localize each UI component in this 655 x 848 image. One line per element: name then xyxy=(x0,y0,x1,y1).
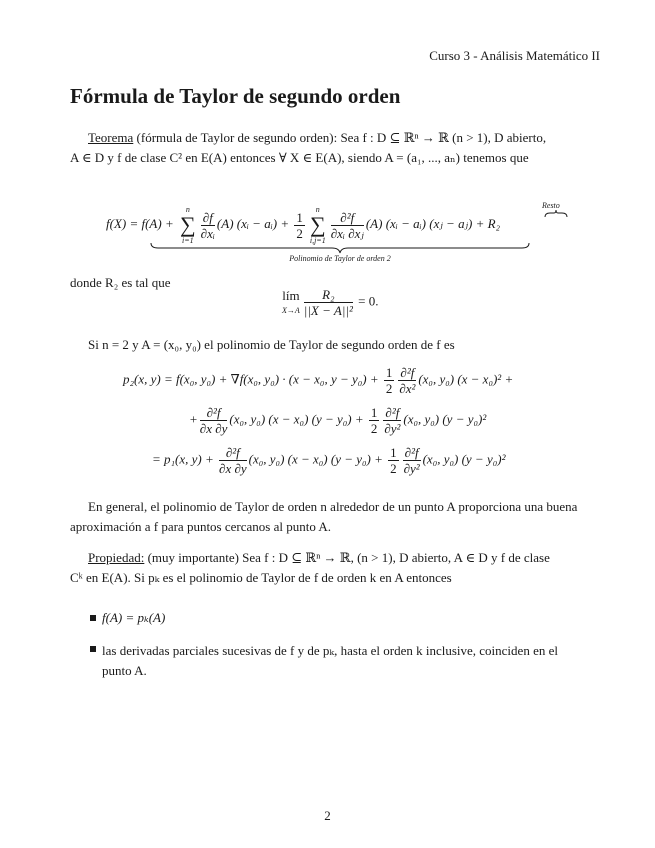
theorem-paragraph xyxy=(70,128,600,168)
fxy-denominator: ∂x ∂y xyxy=(199,421,228,436)
fxx-denominator: ∂x² xyxy=(399,381,416,396)
p2-line2-end: (x₀, y₀) (y − y₀)² xyxy=(403,411,487,427)
p2-yy-derivative-2 xyxy=(403,445,421,476)
formula-term-2: (A) (xᵢ − aᵢ) (xⱼ − aⱼ) + xyxy=(365,215,488,231)
p2-line3-end: (x₀, y₀) (y − y₀)² xyxy=(422,451,506,467)
d2-numerator: ∂²f xyxy=(331,210,364,226)
lim-subscript: X→A xyxy=(282,305,300,315)
half-num: 1 xyxy=(370,405,378,420)
bullet-item-1: f(A) = pₖ(A) xyxy=(102,610,166,625)
property-label: Propiedad: xyxy=(88,550,145,565)
remainder-overbrace xyxy=(544,210,568,218)
limit-fraction xyxy=(304,287,353,318)
page-header: Curso 3 - Análisis Matemático II xyxy=(429,48,600,63)
formula-term-1: (A) (xᵢ − aᵢ) + xyxy=(216,215,293,231)
remainder-label: Resto xyxy=(542,201,560,210)
sum2-lower: i,j=1 xyxy=(309,236,326,245)
limit-equation xyxy=(280,287,379,318)
limit-denominator: ||X − A||² xyxy=(303,303,353,318)
fxy-denominator-2: ∂x ∂y xyxy=(219,461,247,476)
bullet-item-2-line-2: punto A. xyxy=(102,663,147,678)
bullet-item-2-line-1: las derivadas parciales sucesivas de f y de pₖ, hasta el orden k inclusive, coinciden en el xyxy=(102,643,558,658)
general-paragraph xyxy=(70,497,600,537)
half-den: 2 xyxy=(390,461,397,476)
fyy-denominator-2: ∂y² xyxy=(403,461,420,476)
p2-line2-plus: + xyxy=(189,411,198,427)
p2-line1-end: (x₀, y₀) (x − x₀)² + xyxy=(418,371,514,387)
half-num: 1 xyxy=(390,445,397,460)
p2-xx-derivative xyxy=(398,365,416,396)
sum2-upper: n xyxy=(315,205,320,214)
page-title: Fórmula de Taylor de segundo orden xyxy=(70,84,401,108)
general-line-2: aproximación a f para puntos cercanos al punto A. xyxy=(70,519,331,534)
half-denominator: 2 xyxy=(296,225,303,241)
fxy-numerator: ∂²f xyxy=(200,405,228,421)
property-line-2: Cᵏ en E(A). Si pₖ es el polinomio de Taylor de f de orden k en A entonces xyxy=(70,570,452,585)
fyy-denominator: ∂y² xyxy=(384,421,401,436)
general-line-1: En general, el polinomio de Taylor de orden n alrededor de un punto A proporciona una buena xyxy=(88,499,578,514)
lim-text: lím xyxy=(282,287,300,303)
p2-half-2 xyxy=(369,405,380,436)
d1-denominator: ∂xᵢ xyxy=(200,225,215,241)
p2-line3-mid: (x₀, y₀) (x − x₀) (y − y₀) + xyxy=(248,451,387,467)
polynomial-label: Polinomio de Taylor de orden 2 xyxy=(289,254,391,263)
bullet-item-2 xyxy=(102,641,600,681)
remainder-term: R₂ xyxy=(487,215,501,231)
d1-numerator: ∂f xyxy=(201,210,215,226)
p2-line-2 xyxy=(189,405,486,436)
sum1-lower: i=1 xyxy=(182,236,194,245)
p2-line-3 xyxy=(152,445,505,476)
property-paragraph xyxy=(70,548,600,588)
partial-derivative-2 xyxy=(331,210,364,241)
bullet-marker-2 xyxy=(90,646,96,652)
page-number: 2 xyxy=(324,808,331,823)
p2-half-1 xyxy=(384,365,395,396)
bullet-marker-1 xyxy=(90,615,96,621)
polynomial-underbrace xyxy=(150,243,530,253)
theorem-label: Teorema xyxy=(88,130,134,145)
half-numerator: 1 xyxy=(296,209,303,225)
formula-lhs: f(X) = f(A) + xyxy=(106,215,177,231)
limit-numerator: R₂ xyxy=(304,287,353,303)
fxx-numerator: ∂²f xyxy=(400,365,415,380)
sum1-upper: n xyxy=(185,205,190,214)
p2-half-3 xyxy=(388,445,399,476)
p2-line1-start: p₂(x, y) = f(x₀, y₀) + ∇f(x₀, y₀) · (x − x₀, y − y₀) + xyxy=(123,371,382,387)
fyy-numerator-2: ∂²f xyxy=(404,445,419,460)
case-text: Si n = 2 y A = (x₀, y₀) el polinomio de Taylor de segundo orden de f es xyxy=(88,337,455,352)
p2-xy-derivative xyxy=(200,405,228,436)
property-line-1: (muy importante) Sea f : D ⊆ ℝⁿ → ℝ, (n > 1), D abierto, A ∈ D y f de clase xyxy=(144,550,550,565)
where-text: donde R₂ es tal que xyxy=(70,275,171,290)
p2-line-1 xyxy=(123,365,513,396)
taylor-formula xyxy=(106,205,500,245)
sum-symbol-1: n ∑ i=1 xyxy=(179,205,196,245)
partial-derivative-1 xyxy=(201,210,215,241)
p2-line3-start: = p₁(x, y) + xyxy=(152,451,218,467)
p2-xy-derivative-2 xyxy=(219,445,247,476)
sum-symbol-2: n ∑ i,j=1 xyxy=(309,205,326,245)
half-den: 2 xyxy=(370,421,378,436)
limit-operator xyxy=(282,288,300,318)
p2-yy-derivative xyxy=(383,405,401,436)
half-num: 1 xyxy=(385,365,393,380)
half-fraction xyxy=(294,210,305,241)
limit-equals: = 0. xyxy=(354,293,379,309)
theorem-line-2: A ∈ D y f de clase C² en E(A) entonces ∀ X ∈ E(A), siendo A = (a₁, ..., aₙ) tenemos que xyxy=(70,150,529,165)
d2-denominator: ∂xᵢ ∂xⱼ xyxy=(330,225,364,241)
half-den: 2 xyxy=(385,381,393,396)
p2-line2-mid: (x₀, y₀) (x − x₀) (y − y₀) + xyxy=(229,411,367,427)
fyy-numerator: ∂²f xyxy=(385,405,400,420)
fxy-numerator-2: ∂²f xyxy=(219,445,247,461)
theorem-line-1: (fórmula de Taylor de segundo orden): Sea f : D ⊆ ℝⁿ → ℝ (n > 1), D abierto, xyxy=(133,130,547,145)
